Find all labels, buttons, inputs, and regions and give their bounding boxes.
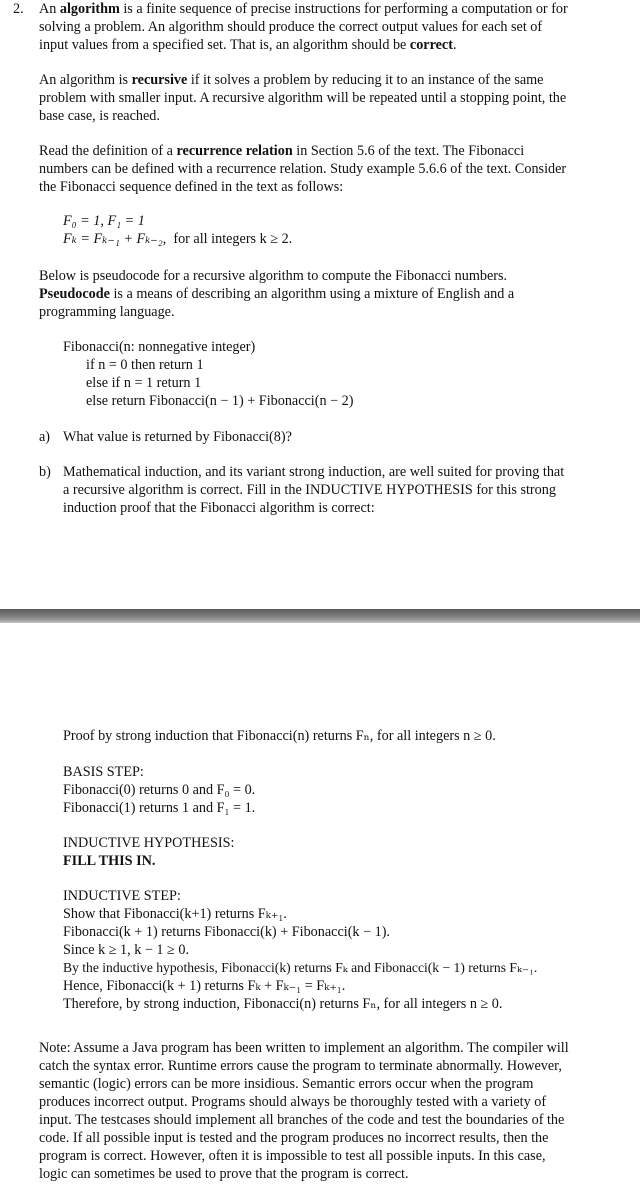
inductive-step-line: Since k ≥ 1, k − 1 ≥ 0. — [63, 942, 190, 958]
proof-statement: Proof by strong induction that Fibonacci(n) returns Fₙ, for all integers n ≥ 0. — [63, 728, 496, 744]
text: solving a problem. An algorithm should produce the correct output values for each set of — [39, 19, 543, 35]
basis-line: Fibonacci(1) returns 1 and F₁ = 1. — [63, 800, 256, 816]
part-b-label: b) — [39, 464, 51, 480]
text: code. If all possible input is tested and the program produces no incorrect results, then the — [39, 1130, 549, 1146]
basis-step — [63, 763, 623, 817]
text: input values from a specified set. That is, an algorithm should be — [39, 37, 410, 53]
note-paragraph — [39, 1039, 625, 1183]
text: . — [452, 37, 457, 53]
text: An — [39, 1, 60, 17]
recurrence-condition: for all integers k ≥ 2. — [173, 231, 293, 247]
inductive-step-line: Hence, Fibonacci(k + 1) returns Fₖ + Fₖ₋₁ = Fₖ₊₁. — [63, 978, 346, 994]
text: Note: Assume a Java program has been written to implement an algorithm. The compiler will — [39, 1040, 569, 1056]
term-pseudocode: Pseudocode — [39, 286, 110, 302]
text: Read the definition of a — [39, 143, 177, 159]
text: if it solves a problem by reducing it to an instance of the same — [187, 72, 544, 88]
recurrence-base: F₀ = 1, F₁ = 1 — [63, 213, 145, 229]
pseudocode-line: if n = 0 then return 1 — [86, 357, 204, 373]
text: logic can sometimes be used to prove that the program is correct. — [39, 1166, 409, 1182]
inductive-hypothesis — [63, 834, 623, 870]
inductive-step-line: Therefore, by strong induction, Fibonacci(n) returns Fₙ, for all integers n ≥ 0. — [63, 996, 503, 1012]
text: Mathematical induction, and its variant strong induction, are well suited for proving that — [63, 464, 565, 480]
text: in Section 5.6 of the text. The Fibonacci — [292, 143, 525, 159]
paragraph-algorithm-definition — [39, 0, 625, 54]
text: semantic (logic) errors can be more insidious. Semantic errors occur when the program — [39, 1076, 534, 1092]
text: is a means of describing an algorithm using a mixture of English and a — [109, 286, 515, 302]
text: base case, is reached. — [39, 108, 160, 124]
text: An algorithm is — [39, 72, 132, 88]
part-b-question — [63, 463, 623, 517]
text: the Fibonacci sequence defined in the text as follows: — [39, 179, 344, 195]
paragraph-recursive-definition — [39, 71, 625, 125]
hypothesis-title: INDUCTIVE HYPOTHESIS: — [63, 835, 235, 851]
question-number: 2. — [13, 1, 24, 17]
text: a recursive algorithm is correct. Fill in the INDUCTIVE HYPOTHESIS for this strong — [63, 482, 556, 498]
text: numbers can be defined with a recurrence relation. Study example 5.6.6 of the text. Consider — [39, 161, 567, 177]
pseudocode-signature: Fibonacci(n: nonnegative integer) — [63, 339, 256, 355]
text: program is correct. However, often it is impossible to test all possible inputs. In this case, — [39, 1148, 546, 1164]
paragraph-pseudocode — [39, 267, 625, 321]
term-correct: correct — [409, 37, 453, 53]
text: programming language. — [39, 304, 175, 320]
basis-line: Fibonacci(0) returns 0 and F₀ = 0. — [63, 782, 256, 798]
text: catch the syntax error. Runtime errors cause the program to terminate abnormally. However, — [39, 1058, 562, 1074]
inductive-step — [63, 887, 623, 1013]
pseudocode-body — [86, 356, 626, 410]
part-a-question: What value is returned by Fibonacci(8)? — [63, 429, 292, 445]
part-a-label: a) — [39, 429, 51, 445]
page-divider — [0, 609, 640, 623]
text: is a finite sequence of precise instructions for performing a computation or for — [119, 1, 568, 17]
recurrence-formula: Fₖ = Fₖ₋₁ + Fₖ₋₂, — [63, 231, 167, 247]
pseudocode-line: else if n = 1 return 1 — [86, 375, 202, 391]
text: Below is pseudocode for a recursive algorithm to compute the Fibonacci numbers. — [39, 268, 508, 284]
pseudocode-block — [63, 338, 623, 356]
term-algorithm: algorithm — [59, 1, 120, 17]
recurrence-definition — [63, 212, 623, 248]
text: problem with smaller input. A recursive algorithm will be repeated until a stopping point, the — [39, 90, 567, 106]
text: induction proof that the Fibonacci algorithm is correct: — [63, 500, 375, 516]
paragraph-recurrence-relation — [39, 142, 625, 196]
hypothesis-fill-prompt: FILL THIS IN. — [63, 853, 156, 869]
term-recurrence-relation: recurrence relation — [176, 143, 293, 159]
pseudocode-line: else return Fibonacci(n − 1) + Fibonacci(n − 2) — [86, 393, 354, 409]
term-recursive: recursive — [131, 72, 188, 88]
text: input. The testcases should implement all branches of the code and test the boundaries of the — [39, 1112, 565, 1128]
text: produces incorrect output. Programs should always be thoroughly tested with a variety of — [39, 1094, 547, 1110]
basis-step-title: BASIS STEP: — [63, 764, 144, 780]
inductive-step-title: INDUCTIVE STEP: — [63, 888, 181, 904]
inductive-step-line: Show that Fibonacci(k+1) returns Fₖ₊₁. — [63, 906, 287, 922]
inductive-step-line: Fibonacci(k + 1) returns Fibonacci(k) + Fibonacci(k − 1). — [63, 924, 390, 940]
inductive-step-line: By the inductive hypothesis, Fibonacci(k) returns Fₖ and Fibonacci(k − 1) returns Fₖ₋₁. — [63, 960, 538, 975]
